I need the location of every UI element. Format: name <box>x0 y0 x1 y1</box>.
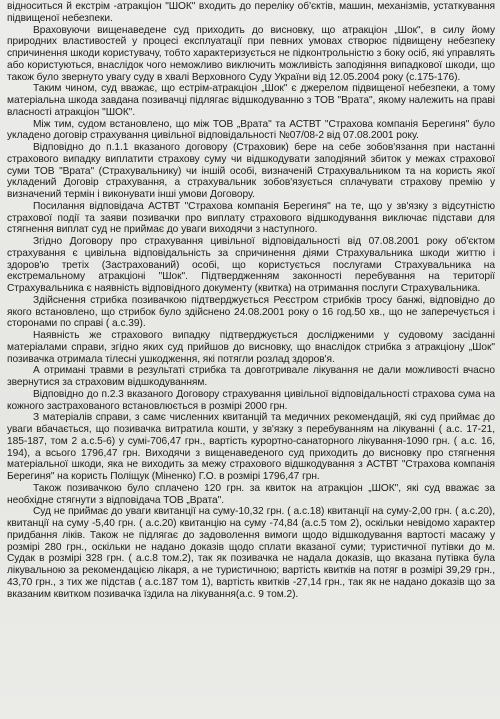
paragraph-5: Відповідно до п.1.1 вказаного договору (Страховик) бере на себе зобов'язання при настанні страхового випадку виплатити страхову суму чи відшкодувати заподіяний збиток у межах страхової суми ТОВ "Врата" (Страхувальнику) чи іншій особі, визначеній Страхувальником та на користь якої укладений Договір страхування, а страхувальник зобов'язується сплачувати страхову премію у визначений термін і виконувати інші умови Договору. <box>7 142 495 200</box>
paragraph-6: Посилання відповідача АСТВТ "Страхова компанія Берегиня" на те, що у зв'язку з відсутністю страхової події та заяви позивачки про виплату страхового відшкодування виключає підстави для стягнення виплат суд не приймає до уваги виходячи з наступного. <box>7 200 495 236</box>
paragraph-3: Таким чином, суд вважає, що естрім-атракціон „Шок" є джерелом підвищеної небезпеки, а тому матеріальна шкода завдана позивачці підлягає відшкодуванню з ТОВ "Врата", якому належить на праві власності атракціон "ШОК". <box>7 83 495 118</box>
paragraph-2: Враховуючи вищенаведене суд приходить до висновку, що атракціон „Шок", в силу йому природних властивостей у процесі експлуатації при певних умовах створює підвищену небезпеку спричинення шкоди користувачу, тобто характеризується не підконтрольністю з боку осіб, які управлять або користуються, внаслідок чого неможливо виключить можливість заподіяння випадкової шкоди, що також було звернуто увагу суду в хвалі Верховного Суду України від 12.05.2004 року (с.175-176). <box>7 24 495 83</box>
paragraph-12: З матеріалів справи, з самє численних квитанцій та медичних рекомендацій, які суд приймає до уваги вбачається, що позивачка витратила кошти, у зв'язку з перебуванням на лікуванні ( а.с. 17-21, 185-187, том 2 а.с.5-6) у сумі-706,47 грн., вартість курортно-санаторного лікування-1090 грн. ( а.с. 16, 194), а всього 1796,47 грн. Виходячи з вищенаведеного суд приходить до висновку про стягнення матеріальної шкоди, яка не виходить за межу страхового відшкодування з АСТВТ "Страхова компанія Берегиня" на користь Поліщук (Міненко) Г.О. в розмірі 1796,47 грн. <box>7 412 495 482</box>
paragraph-9: Наявність же страхового випадку підтверджується дослідженими у судовому засіданні матеріалами справи, згідно яких суд прийшов до висновку, що внаслідок стрибка з атракціону „Шок" позивачка отримала тілесні ушкодження, які потягли розлад здоров'я. <box>7 330 495 365</box>
paragraph-13: Також позивачкою було сплачено 120 грн. за квиток на атракціон „ШОК", які суд вважає за необхідне стягнути з відповідача ТОВ „Врата". <box>7 482 495 506</box>
paragraph-7: Згідно Договору про страхування цивільної відповідальності від 07.08.2001 року об'єктом страхування є цивільна відповідальність за спричинення діями Страхувальника шкоди життю і здоров'ю третіх (Застрахований) особі, що користується послугами Страхувальника на екстремальному атракціоні "Шок". Підтвердженням законності перебування на території Страхувальника є наявність відповідного документу (квитка) на отримання послуги Страхувальника. <box>7 236 495 294</box>
paragraph-10: А отримані травми в результаті стрибка та довготривале лікування не дали можливості вчасно звернутися за страховим відшкодуванням. <box>7 365 495 388</box>
paragraph-4: Між тим, судом встановлено, що між ТОВ „Врата" та АСТВТ "Страхова компанія Берегиня" було укладено договір страхування цивільної відповідальності №07/08-2 від 07.08.2001 року. <box>7 118 495 142</box>
paragraph-11: Відповідно до п.2.3 вказаного Договору страхування цивільної відповідальності страхова сума на кожного застрахованого встановлюється в розмірі 2000 грн. <box>7 388 495 412</box>
paragraph-1: відноситься й екстрім -атракціон "ШОК" входить до переліку об'єктів, машин, механізмів, устаткування підвищеної небезпеки. <box>7 1 495 24</box>
paragraph-8: Здійснення стрибка позивачкою підтверджується Реєстром стрибків тросу банжі, відповідно до якого встановлено, що стрибок було здійснено 24.08.2001 року о 16 год.50 хв., що не заперечується і сторонами по справі ( а.с.39). <box>7 294 495 330</box>
paragraph-14: Суд не приймає до уваги квитанції на суму-10,32 грн. ( а.с.18) квитанції на суму-2,00 грн. ( а.с.20), квитанції на суму -5,40 грн. ( а.с.20) квитанцію на суму -74,84 (а.с.5 том 2), оскільки невідомо характер придбання ліків. Також не підлягає до задоволення вимоги щодо відшкодування вартості масажу у розмірі 280 грн., оскільки не надано доказів щодо сплати вказаної суми; туристичної путівки до м. Судак в розмірі 328 грн. ( а.с.8 том.2), так як позивачка не надала доказів, що вказана путівка була лікувальною за рекомендацією лікаря, а не туристичною; вартість квитків на потяг в розмірі 39,29 грн., 43,70 грн., з тих же підстав ( а.с.187 том 1), вартість квитків -27,14 грн., так як не надано доказів що за вказаним квитком позивачка їздила на лікування(а.с. 9 том.2). <box>7 506 495 600</box>
